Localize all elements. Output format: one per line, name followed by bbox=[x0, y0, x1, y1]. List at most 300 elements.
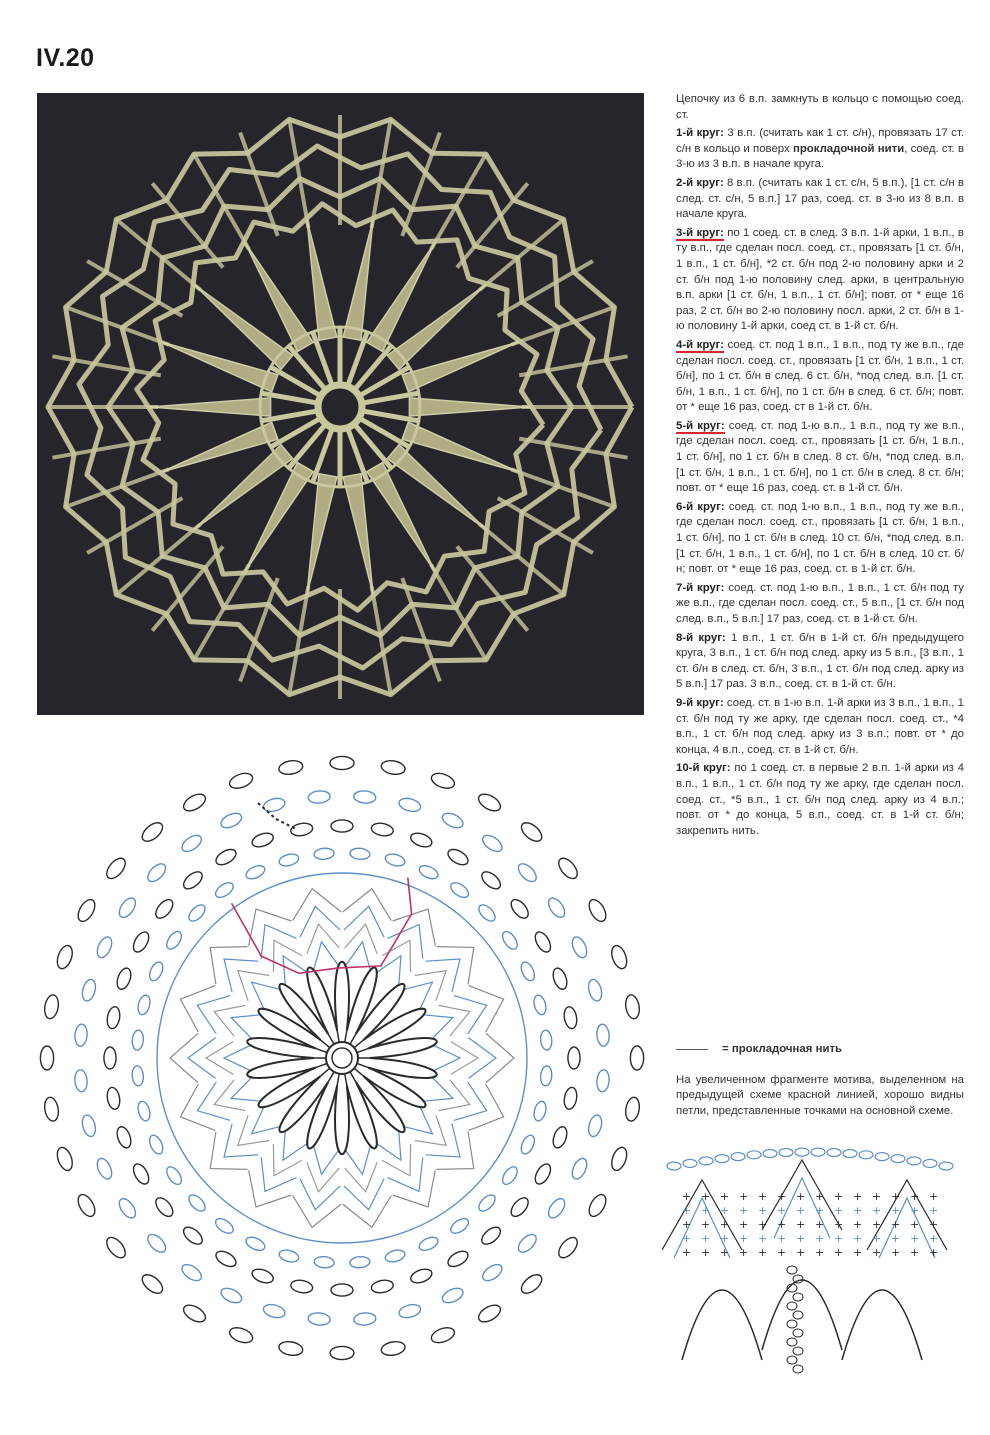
chevron-row bbox=[283, 1131, 308, 1161]
chain-loop bbox=[103, 855, 129, 882]
round-label: 7-й круг: bbox=[676, 581, 725, 594]
stitch-mark: + bbox=[910, 1190, 920, 1203]
chain-loop bbox=[244, 1235, 267, 1253]
chevron-row bbox=[345, 1146, 370, 1175]
arch-loop bbox=[682, 1290, 762, 1360]
chain-loop bbox=[330, 756, 354, 769]
chain-loop bbox=[532, 1161, 553, 1186]
chain-loop bbox=[181, 869, 206, 892]
chain-loop bbox=[508, 897, 531, 922]
stitch-mark: + bbox=[853, 1204, 863, 1217]
chain-ring bbox=[104, 820, 580, 1296]
stitch-mark: + bbox=[777, 1232, 787, 1245]
arch-loop bbox=[356, 984, 405, 1040]
chevron-row bbox=[293, 1195, 342, 1227]
stitch-mark: + bbox=[796, 1218, 806, 1231]
instruction-paragraph bbox=[676, 126, 964, 173]
chevron-row bbox=[214, 1005, 245, 1036]
chevron-row bbox=[376, 1131, 401, 1161]
chain-loop bbox=[624, 1096, 641, 1122]
chain-loop bbox=[779, 1149, 793, 1157]
chain-loop bbox=[219, 1285, 244, 1305]
chain-loop bbox=[448, 1216, 471, 1236]
chain-loop bbox=[331, 820, 353, 832]
chain-loop bbox=[213, 846, 238, 867]
chevron-row bbox=[388, 925, 423, 959]
enlarged-fragment-chart bbox=[662, 1140, 962, 1390]
chain-loop bbox=[409, 1267, 434, 1286]
stitch-mark: + bbox=[872, 1218, 882, 1231]
chain-loop bbox=[555, 1234, 581, 1261]
chain-loop bbox=[891, 1155, 905, 1163]
stitch-mark: + bbox=[815, 1218, 825, 1231]
chain-loop bbox=[939, 1162, 953, 1170]
stitch-spoke bbox=[304, 1063, 327, 1071]
chain-loop bbox=[40, 1046, 53, 1070]
stitch-mark: + bbox=[834, 1204, 844, 1217]
chain-loop bbox=[370, 822, 394, 838]
round-text: 8 в.п. (считать как 1 ст. с/н, 5 в.п.), [1 ст. с/н в след. ст. с/н, 5 в.п.] 17 раз, соед. ст. в 3-ю из 8 в.п. в начале круга. bbox=[676, 176, 964, 221]
chain-loop bbox=[181, 791, 208, 814]
fragment-note: На увеличенном фрагменте мотива, выделенном на предыдущей схеме красной линией, хорошо видны петли, представленные точками на основной схеме. bbox=[676, 1074, 964, 1117]
chain-ring bbox=[40, 756, 643, 1359]
chain-loop bbox=[596, 1024, 610, 1047]
doily-illustration bbox=[37, 93, 644, 715]
chain-loop bbox=[250, 1267, 275, 1286]
chain-loop bbox=[262, 796, 286, 813]
stitch-mark: + bbox=[777, 1218, 787, 1231]
chain-loop bbox=[551, 1125, 570, 1150]
chain-loop bbox=[793, 1293, 803, 1301]
chain-loop bbox=[290, 1279, 314, 1295]
stitch-mark: + bbox=[758, 1218, 768, 1231]
chain-loop bbox=[480, 832, 505, 855]
chevron-row bbox=[300, 906, 340, 937]
round-text: соед. ст. в 1-ю в.п. 1-й арки из 3 в.п., 1 в.п., 1 ст. б/н под ту же арку, где сделан посл. соед. ст., *4 в.п., 1 ст. б/н под след. арку из 3 в.п.; повт. от * до конца, 4 в.п., соед. ст. в 1-й ст. б/н. bbox=[676, 696, 964, 756]
chain-loop bbox=[667, 1162, 681, 1170]
chevron-row bbox=[261, 925, 296, 959]
stitch-mark: + bbox=[796, 1232, 806, 1245]
chain-loop bbox=[795, 1148, 809, 1156]
legend bbox=[676, 1043, 964, 1055]
chain-loop bbox=[308, 1312, 331, 1326]
chevron-row bbox=[468, 1038, 496, 1079]
chevron-row bbox=[426, 959, 460, 992]
stitch-mark: + bbox=[739, 1204, 749, 1217]
chain-loop bbox=[586, 1192, 609, 1219]
chain-loop bbox=[278, 759, 304, 776]
chevron-row bbox=[252, 1107, 281, 1134]
chain-loop bbox=[278, 1248, 300, 1264]
arch-loop bbox=[356, 1076, 405, 1132]
stitch-spoke bbox=[350, 1023, 362, 1044]
enlarged-fragment-svg bbox=[662, 1140, 962, 1390]
stitch-mark: + bbox=[834, 1246, 844, 1259]
chain-loop bbox=[563, 1006, 579, 1030]
arch-loop bbox=[842, 1290, 922, 1360]
chain-loop bbox=[787, 1266, 797, 1274]
chain-loop bbox=[147, 960, 165, 983]
chain-loop bbox=[563, 1086, 579, 1110]
stitch-mark: + bbox=[682, 1232, 692, 1245]
chain-loop bbox=[787, 1320, 797, 1328]
chain-loop bbox=[213, 1248, 238, 1269]
chain-loop bbox=[94, 935, 114, 960]
stitch-mark: + bbox=[929, 1218, 939, 1231]
chain-loop bbox=[131, 1065, 144, 1086]
chain-loop bbox=[147, 1133, 165, 1156]
chevron-row bbox=[426, 1124, 460, 1157]
round-text: соед. ст. под 1 в.п., 1 в.п., под ту же в.п., где сделан посл. соед. ст., провязать [1 ст. б/н, 1 в.п., 1 ст. б/н], по 1 ст. б/н в след. 6 ст. б/н, *под след. в.п. [1 ст. б/н, 1 в.п., 1 ст. б/н], по 1 ст. б/н в след. 6 ст. б/н; повт. от * еще 16 раз, соед. ст в 1-й ст. б/н. bbox=[676, 338, 964, 414]
stitch-mark: + bbox=[853, 1218, 863, 1231]
stitch-mark: + bbox=[910, 1204, 920, 1217]
chain-loop bbox=[131, 1030, 144, 1051]
chain-loop bbox=[551, 966, 570, 991]
stitch-mark: + bbox=[701, 1232, 711, 1245]
chevron-row bbox=[451, 1042, 478, 1075]
chain-loop bbox=[907, 1157, 921, 1165]
center-ring bbox=[326, 1042, 358, 1074]
chain-loop bbox=[630, 1046, 643, 1070]
chain-loop bbox=[136, 1100, 152, 1122]
chain-loop bbox=[106, 1006, 122, 1030]
chain-loop bbox=[440, 1285, 465, 1305]
chain-loop bbox=[349, 1256, 370, 1269]
chain-loop bbox=[244, 863, 267, 881]
padding-thread-line-icon bbox=[676, 1049, 708, 1050]
chain-loop bbox=[75, 1192, 98, 1219]
chain-loop bbox=[476, 1302, 503, 1325]
chain-loop bbox=[130, 1161, 151, 1186]
chain-loop bbox=[532, 994, 548, 1016]
chain-loop bbox=[43, 1096, 60, 1122]
round-label: 9-й круг: bbox=[676, 696, 724, 709]
instruction-paragraph bbox=[676, 761, 964, 839]
stitch-mark: + bbox=[701, 1246, 711, 1259]
chain-loop bbox=[476, 791, 503, 814]
chevron-row bbox=[314, 942, 339, 971]
chain-loop bbox=[609, 1145, 630, 1172]
stitch-mark: + bbox=[796, 1190, 806, 1203]
chain-loop bbox=[228, 1325, 255, 1346]
chain-loop bbox=[445, 846, 470, 867]
chevron-row bbox=[197, 996, 230, 1034]
instruction-paragraph bbox=[676, 696, 964, 758]
arch-loop bbox=[247, 1058, 315, 1078]
chain-loop bbox=[74, 1024, 88, 1047]
chain-loop bbox=[793, 1365, 803, 1373]
chain-loop bbox=[508, 1195, 531, 1220]
chain-loop bbox=[811, 1148, 825, 1156]
chain-loop bbox=[145, 861, 169, 885]
stitch-mark: + bbox=[701, 1190, 711, 1203]
chevron-row bbox=[293, 889, 342, 921]
chain-loop bbox=[445, 1248, 470, 1269]
chevron-row bbox=[206, 1042, 233, 1075]
chevron-row bbox=[343, 889, 392, 921]
chain-loop bbox=[262, 1302, 286, 1319]
chain-ring bbox=[131, 847, 552, 1268]
stitch-mark: + bbox=[682, 1204, 692, 1217]
arch-loop bbox=[279, 984, 328, 1040]
chain-loop bbox=[136, 994, 152, 1016]
chain-loop bbox=[747, 1151, 761, 1159]
chain-loop bbox=[793, 1347, 803, 1355]
chain-loop bbox=[448, 880, 471, 900]
chain-loop bbox=[586, 1114, 603, 1138]
chevron-row bbox=[376, 956, 401, 986]
stitch-mark: + bbox=[682, 1246, 692, 1259]
round-text: 3 в.п. (считать как 1 ст. с/н), провязать 17 ст. с/н в кольцо и поверх bbox=[676, 127, 964, 155]
highlight-fragment-outline bbox=[232, 878, 412, 974]
stitch-mark: + bbox=[777, 1190, 787, 1203]
chevron-row bbox=[188, 1038, 216, 1079]
chevron-row bbox=[314, 1146, 339, 1175]
stitch-mark: + bbox=[720, 1218, 730, 1231]
stitch-mark: + bbox=[891, 1204, 901, 1217]
stitch-mark: + bbox=[739, 1190, 749, 1203]
chain-loop bbox=[186, 1192, 208, 1214]
chain-loop bbox=[106, 1086, 122, 1110]
chain-loop bbox=[186, 902, 208, 924]
stitch-mark: + bbox=[758, 1204, 768, 1217]
chevron-row bbox=[214, 1080, 245, 1111]
chain-loop bbox=[500, 1164, 520, 1187]
chain-loop bbox=[518, 819, 545, 845]
chain-loop bbox=[923, 1159, 937, 1167]
stitch-mark: + bbox=[891, 1246, 901, 1259]
chevron-row bbox=[307, 1162, 339, 1192]
chain-loop bbox=[75, 897, 98, 924]
chevron-row bbox=[343, 1195, 392, 1227]
round-text: по 1 соед. ст. в первые 2 в.п. 1-й арки из 4 в.п., 1 в.п., 1 ст. б/н под ту же арку, где сделан посл. соед. ст., *5 в.п., 1 ст. б/н под след. арку из 4 в.п.; повт. от * до конца, 5 в.п., соед. ст. в 1-й ст. б/н; закрепить нить. bbox=[676, 762, 964, 837]
chain-loop bbox=[139, 819, 166, 845]
chain-loop bbox=[555, 855, 581, 882]
chevron-row bbox=[197, 1082, 230, 1120]
round-label: 3-й круг: bbox=[676, 226, 724, 239]
stitch-mark: + bbox=[739, 1232, 749, 1245]
chain-loop bbox=[683, 1159, 697, 1167]
round-label: 10-й круг: bbox=[676, 762, 731, 775]
chain-loop bbox=[532, 929, 553, 954]
stitch-mark: + bbox=[853, 1190, 863, 1203]
stitch-mark: + bbox=[891, 1232, 901, 1245]
chain-loop bbox=[116, 895, 139, 920]
arch-loop bbox=[335, 962, 349, 1031]
stitch-mark: + bbox=[891, 1218, 901, 1231]
round-label: 2-й круг: bbox=[676, 176, 724, 189]
chevron-row bbox=[300, 1179, 340, 1210]
bold-term: прокладочной нити bbox=[792, 142, 905, 155]
chevron-row bbox=[344, 1179, 384, 1210]
round-text: соед. ст. под 1-ю в.п., 1 в.п., под ту же в.п., где сделан посл. соед. ст., провязать [1 ст. б/н, 1 в.п., 1 ст. б/н], по 1 ст. б/н в след. 10 ст. б/н, *под след. в.п. [1 ст. б/н, 1 в.п., 1 ст. б/н], по 1 ст. б/н в след. 10 ст. б/н; повт. от * еще 16 раз, соед. ст. в 1-й ст. б/н. bbox=[676, 500, 964, 576]
round-text: Цепочку из 6 в.п. замкнуть в кольцо с помощью соед. ст. bbox=[676, 93, 964, 121]
petal-outline-inner bbox=[879, 1198, 935, 1258]
chain-loop bbox=[793, 1329, 803, 1337]
stitch-mark: + bbox=[815, 1232, 825, 1245]
chain-loop bbox=[370, 1279, 394, 1295]
arch-loop bbox=[247, 1038, 315, 1058]
chain-loop bbox=[164, 929, 184, 952]
round-label: 6-й круг: bbox=[676, 500, 725, 513]
chain-loop bbox=[417, 1235, 440, 1253]
chain-loop bbox=[787, 1338, 797, 1346]
chain-loop bbox=[213, 1216, 236, 1236]
arch-loop bbox=[279, 1076, 328, 1132]
chain-loop bbox=[398, 1302, 422, 1319]
chain-loop bbox=[409, 831, 434, 850]
chain-loop bbox=[545, 1196, 568, 1221]
stitch-mark: + bbox=[796, 1204, 806, 1217]
stitch-mark: + bbox=[853, 1232, 863, 1245]
chain-loop bbox=[290, 822, 314, 838]
chain-loop bbox=[43, 994, 60, 1020]
chain-loop bbox=[763, 1150, 777, 1158]
round-text: соед. ст. под 1-ю в.п., 1 в.п., под ту же в.п., где сделан посл. соед. ст., провязать [1 ст. б/н, 1 в.п., 1 ст. б/н], по 1 ст. б/н в след. 8 ст. б/н, *под след. в.п. [1 ст. б/н, 1 в.п., 1 ст. б/н], по 1 ст. б/н в след. 8 ст. б/н; повт. от * еще 16 раз, соед. ст. в 1-й ст. б/н. bbox=[676, 419, 964, 495]
stitch-mark: + bbox=[758, 1246, 768, 1259]
round-label: 1-й круг: bbox=[676, 127, 724, 140]
chevron-row bbox=[404, 982, 433, 1009]
chain-loop bbox=[380, 759, 406, 776]
instructions-column bbox=[676, 92, 964, 842]
page-number: IV.20 bbox=[36, 44, 95, 72]
round-text: по 1 соед. ст. в след. 3 в.п. 1-й арки, 1 в.п., в ту в.п., где сделан посл. соед. ст., провязать [1 ст. б/н, 1 в.п., 1 ст. б/н], *2 ст. б/н под 2-ю половину арки и 2 ст. б/н под 1-ю половину след. арки, в центральную в.п. арки [1 ст. б/н, 1 в.п., 1 ст. б/н]; повт. от * еще 16 раз, 2 ст. б/н во 2-ю половину посл. арки, 2 ст. б/н в 1-ю половину 1-й арки, соед ст. в 1-й ст. б/н. bbox=[676, 226, 964, 333]
stitch-mark: + bbox=[834, 1190, 844, 1203]
chain-loop bbox=[139, 1271, 166, 1297]
chevron-row bbox=[224, 1124, 258, 1157]
chain-loop bbox=[398, 796, 422, 813]
stitch-mark: + bbox=[720, 1204, 730, 1217]
instruction-paragraph bbox=[676, 631, 964, 693]
chain-loop bbox=[115, 966, 134, 991]
chain-loop bbox=[115, 1125, 134, 1150]
chevron-row bbox=[345, 1162, 377, 1192]
stitch-mark: + bbox=[701, 1204, 711, 1217]
chain-loop bbox=[330, 1346, 354, 1359]
stitch-mark: + bbox=[701, 1218, 711, 1231]
stitch-mark: + bbox=[929, 1246, 939, 1259]
stitch-mark: + bbox=[834, 1232, 844, 1245]
stitch-mark: + bbox=[910, 1218, 920, 1231]
chain-loop bbox=[384, 852, 406, 868]
chain-loop bbox=[153, 1195, 176, 1220]
chain-loop bbox=[213, 880, 236, 900]
start-marker bbox=[258, 803, 296, 829]
chain-loop bbox=[586, 897, 609, 924]
chevron-row bbox=[423, 1015, 453, 1039]
chain-loop bbox=[164, 1164, 184, 1187]
stitch-mark: + bbox=[796, 1246, 806, 1259]
chain-loop bbox=[278, 1340, 304, 1357]
chevron-row bbox=[388, 1157, 423, 1191]
stitch-mark: + bbox=[758, 1190, 768, 1203]
chain-loop bbox=[715, 1155, 729, 1163]
chain-loop bbox=[331, 1284, 353, 1296]
chain-loop bbox=[787, 1356, 797, 1364]
crochet-chart bbox=[30, 745, 660, 1405]
stitch-mark: + bbox=[720, 1190, 730, 1203]
chain-loop bbox=[540, 1065, 553, 1086]
chevron-row bbox=[231, 1077, 261, 1101]
stitch-mark: + bbox=[682, 1190, 692, 1203]
instruction-paragraph bbox=[676, 176, 964, 223]
stitch-spoke bbox=[354, 1032, 372, 1047]
chain-loop bbox=[54, 944, 75, 971]
chain-loop bbox=[429, 770, 456, 791]
chevron-row bbox=[439, 1080, 470, 1111]
chain-ring bbox=[74, 790, 610, 1326]
instruction-paragraph bbox=[676, 500, 964, 578]
chevron-row bbox=[252, 982, 281, 1009]
chevron-row bbox=[261, 1157, 296, 1191]
chain-loop bbox=[624, 994, 641, 1020]
doily-photo bbox=[37, 93, 644, 715]
chevron-row bbox=[404, 1107, 433, 1134]
chain-loop bbox=[179, 1261, 204, 1284]
chain-loop bbox=[479, 869, 504, 892]
instruction-paragraph bbox=[676, 338, 964, 416]
chain-loop bbox=[353, 790, 376, 804]
chain-loop bbox=[519, 960, 537, 983]
stitch-mark: + bbox=[777, 1246, 787, 1259]
stitch-mark: + bbox=[872, 1190, 882, 1203]
chain-loop bbox=[440, 810, 465, 830]
stitch-mark: + bbox=[758, 1232, 768, 1245]
chevron-row bbox=[423, 1077, 453, 1101]
chain-loop bbox=[532, 1100, 548, 1122]
chain-loop bbox=[875, 1153, 889, 1161]
chain-loop bbox=[219, 810, 244, 830]
chevron-row bbox=[231, 1015, 261, 1039]
chain-loop bbox=[145, 1231, 169, 1255]
stitch-spoke bbox=[357, 1063, 380, 1071]
stitch-spoke bbox=[357, 1044, 380, 1052]
instruction-paragraph bbox=[676, 92, 964, 123]
chain-loop bbox=[609, 944, 630, 971]
round-label: 5-й круг: bbox=[676, 419, 725, 432]
round-text: 1 в.п., 1 ст. б/н в 1-й ст. б/н предыдущего круга, 3 в.п., 1 ст. б/н под след. арку из 5 в.п., [3 в.п., 1 ст. б/н в след. ст. б/н, 3 в.п., 1 ст. б/н под след. арку из 5 в.п.] 17 раз. 3 в.п., соед. ст. в 1-й ст. б/н. bbox=[676, 631, 964, 691]
chevron-row bbox=[382, 1144, 411, 1176]
stitch-mark: + bbox=[929, 1232, 939, 1245]
chain-loop bbox=[74, 1069, 88, 1092]
chevron-row bbox=[433, 1045, 460, 1071]
stitch-mark: + bbox=[872, 1246, 882, 1259]
chain-loop bbox=[568, 1047, 580, 1069]
chain-loop bbox=[130, 929, 151, 954]
instruction-paragraph bbox=[676, 226, 964, 335]
legend-text: = прокладочная нить bbox=[722, 1043, 843, 1055]
chain-loop bbox=[545, 895, 568, 920]
chevron-row bbox=[454, 1082, 487, 1120]
stitch-mark: + bbox=[872, 1204, 882, 1217]
chain-loop bbox=[181, 1302, 208, 1325]
chain-loop bbox=[480, 1261, 505, 1284]
stitch-mark: + bbox=[815, 1204, 825, 1217]
instruction-paragraph bbox=[676, 581, 964, 628]
chevron-row bbox=[307, 924, 339, 954]
chain-loop bbox=[540, 1030, 553, 1051]
round-label: 4-й круг: bbox=[676, 338, 725, 351]
chain-loop bbox=[181, 1224, 206, 1247]
chain-loop bbox=[476, 1192, 498, 1214]
chain-loop bbox=[349, 847, 370, 860]
chain-loop bbox=[417, 863, 440, 881]
round-text: соед. ст. под 1-ю в.п., 1 в.п., 1 ст. б/н под ту же в.п., где сделан посл. соед. ст., 5 в.п., [1 ст. б/н под след. в.п., 5 в.п.] 17 раз, соед. ст. в 1-й ст. б/н. bbox=[676, 581, 964, 625]
stitch-mark: + bbox=[872, 1232, 882, 1245]
instruction-paragraph bbox=[676, 419, 964, 497]
chain-loop bbox=[519, 1133, 537, 1156]
stitch-mark: + bbox=[910, 1232, 920, 1245]
